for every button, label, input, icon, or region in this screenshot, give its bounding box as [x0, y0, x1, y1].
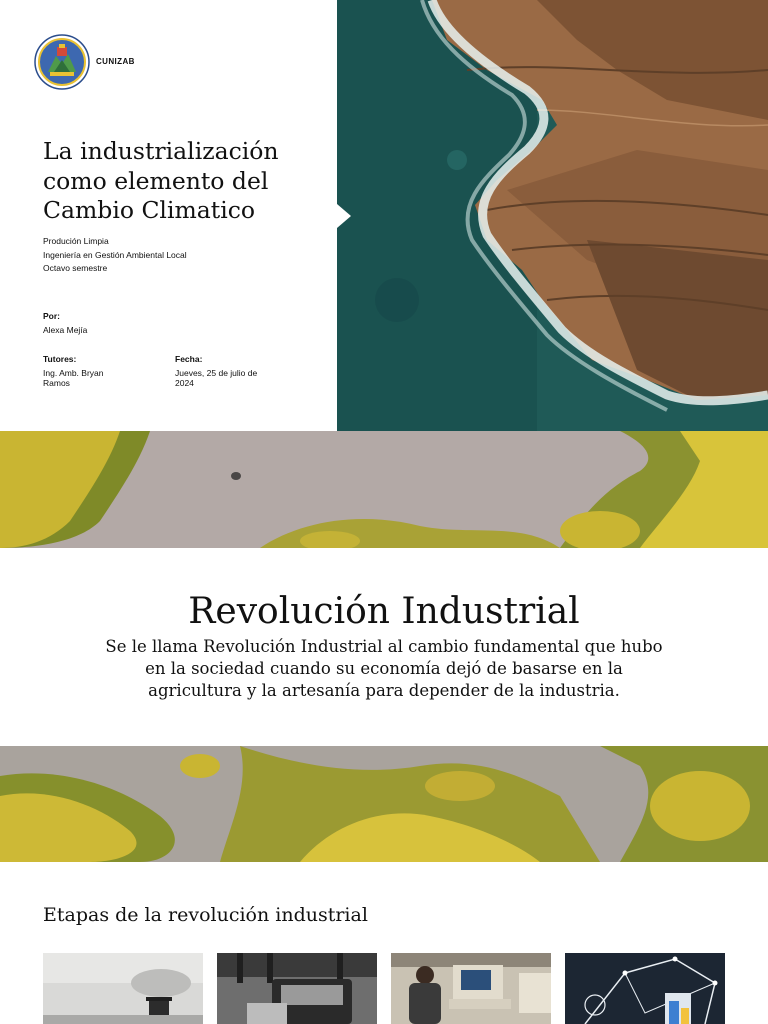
- university-seal-logo: [34, 34, 90, 90]
- date-label: Fecha:: [175, 354, 203, 364]
- coastline-aerial-photo: [337, 0, 768, 431]
- photo-notch-pointer: [337, 204, 351, 228]
- author-name: Alexa Mejía: [43, 325, 88, 335]
- section-heading-stages: Etapas de la revolución industrial: [43, 904, 368, 926]
- organization-name: CUNIZAB: [96, 57, 135, 66]
- date-value: Jueves, 25 de julio de 2024: [175, 368, 258, 388]
- section-body-revolution: Se le llama Revolución Industrial al cambio fundamental que hubo en la sociedad cuando su economía dejó de basarse en la agricultura y la artesanía para depender de la industria.: [105, 637, 663, 700]
- tutors-label: Tutores:: [43, 354, 77, 364]
- degree-name: Ingeniería en Gestión Ambiental Local: [43, 249, 187, 260]
- stage-image-steam-factory[interactable]: [43, 953, 203, 1024]
- stage-image-computer-office[interactable]: [391, 953, 551, 1024]
- document-title: La industrialización como elemento del Cambio Climatico: [43, 137, 279, 224]
- tutors-name: Ing. Amb. Bryan Ramos: [43, 368, 104, 388]
- course-name: Produción Limpia: [43, 236, 109, 246]
- stage-image-digital-network[interactable]: [565, 953, 725, 1024]
- course-info: [43, 235, 187, 276]
- aerial-landscape-banner-bottom: [0, 746, 768, 862]
- semester: Octavo semestre: [43, 263, 108, 273]
- author-label: Por:: [43, 311, 60, 321]
- stage-image-vintage-car[interactable]: [217, 953, 377, 1024]
- section-heading-revolution: Revolución Industrial: [188, 591, 580, 632]
- aerial-landscape-banner-top: [0, 431, 768, 548]
